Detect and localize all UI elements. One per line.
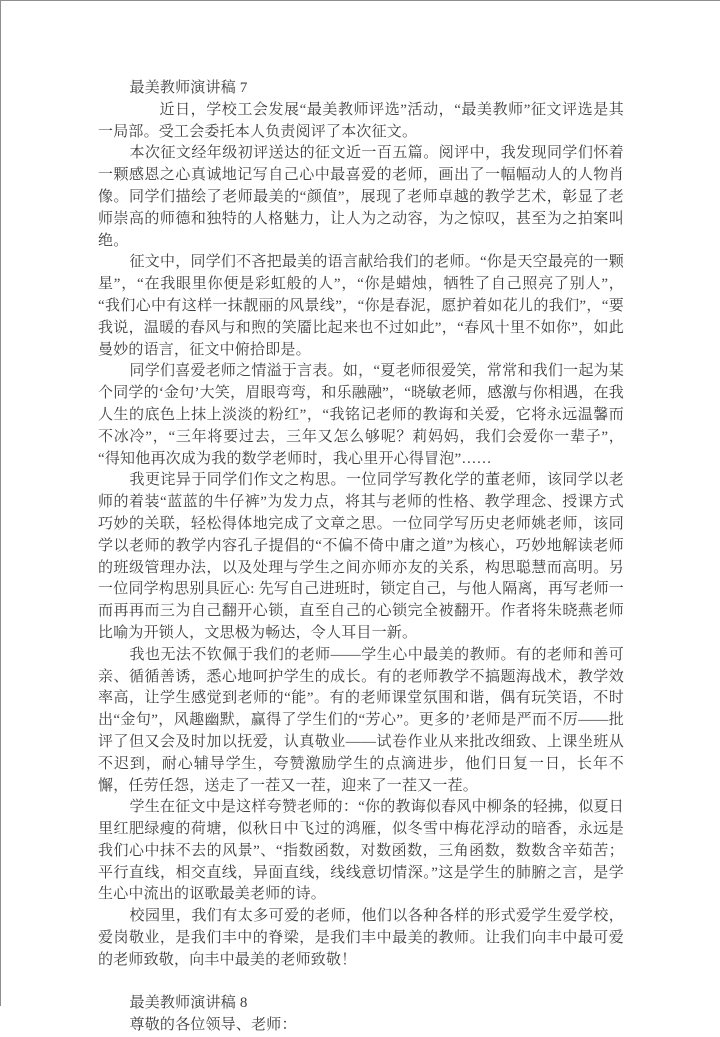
- paragraph: 我也无法不钦佩于我们的老师——学生心中最美的教师。有的老师和善可亲、循循善诱，悉心地呵护学生的成长。有的老师教学不搞题海战术，教学效率高，让学生感觉到老师的“能”。有的老师课堂氛围和谐，偶有玩笑语，不时出“金句”，风趣幽默，赢得了学生们的“芳心”。更多的’老师是严而不厉——批评了但又会及时加以抚爱，认真敬业——试卷作业从来批改细致、上课坐班从不迟到，耐心辅导学生，夸赞激励学生的点滴进步，他们日复一日，长年不懈，任劳任怨，送走了一茬又一茬，迎来了一茬又一茬。: [98, 646, 624, 794]
- page-top-border: [0, 0, 720, 1]
- paragraph: 学生在征文中是这样夸赞老师的：“你的教诲似春风中柳条的轻拂，似夏日里红肥绿瘦的荷塘，似秋日中飞过的鸿雁，似冬雪中梅花浮动的暗香，永远是我们心中抹不去的风景”、“指数函数，对数函数，三角函数，数数含辛茹苦；平行直线，相交直线，异面直线，线线意切情深。”这是学生的肺腑之言，是学生心中流出的讴歌最美老师的诗。: [98, 799, 624, 903]
- salutation: 尊敬的各位领导、老师：: [129, 1017, 297, 1034]
- paragraph: 我更诧异于同学们作文之构思。一位同学写教化学的董老师，该同学以老师的着装“蓝蓝的牛仔裤”为发力点，将其与老师的性格、教学理念、授课方式巧妙的关联，轻松得体地完成了文章之思。一位同学写历史老师姚老师，该同学以老师的教学内容孔子提倡的“不偏不倚中庸之道”为核心，巧妙地解读老师的班级管理办法，以及处理与学生之间亦师亦友的关系，构思聪慧而高明。另一位同学构思别具匠心: 先写自己进班时，锁定自己，与他人隔离，再写老师一而再再而三为自己翻开心锁，直至自己的心锁完全被翻开。作者将朱晓燕老师比喻为开锁人，文思极为畅达，令人耳目一新。: [98, 472, 624, 641]
- section-heading-7: 最美教师演讲稿 7: [129, 80, 248, 96]
- paragraph: 近日，学校工会发展“最美教师评选”活动，“最美教师”征文评选是其一局部。受工会委托本人负责阅评了本次征文。: [98, 101, 624, 140]
- paragraph: 同学们喜爱老师之情溢于言表。如，“夏老师很爱笑，常常和我们一起为某个同学的‘金句’大笑，眉眼弯弯，和乐融融”，“晓敏老师，感激与你相遇，在我人生的底色上抹上淡淡的粉红”，“我铭记老师的教诲和关爱，它将永远温馨而不冰冷”，“三年将要过去，三年又怎么够呢？莉妈妈，我们会爱你一辈子”，“得知他再次成为我的数学老师时，我心里开心得冒泡”……: [98, 363, 624, 467]
- page-left-border: [0, 0, 1, 1006]
- paragraph: 校园里，我们有太多可爱的老师，他们以各种各样的形式爱学生爱学校，爱岗敬业，是我们丰中的脊梁，是我们丰中最美的教师。让我们向丰中最可爱的老师致敬，向丰中最美的老师致敬！: [98, 908, 624, 968]
- paragraph: 本次征文经年级初评送达的征文近一百五篇。阅评中，我发现同学们怀着一颗感恩之心真诚地记写自己心中最喜爱的老师，画出了一幅幅动人的人物肖像。同学们描绘了老师最美的“颜值”，展现了老师卓越的教学艺术，彰显了老师崇高的师德和独特的人格魅力，让人为之动容，为之惊叹，甚至为之拍案叫绝。: [98, 145, 624, 249]
- blank-line: [98, 972, 624, 994]
- paragraph: 征文中，同学们不吝把最美的语言献给我们的老师。“你是天空最亮的一颗星”，“在我眼里你便是彩虹般的人”，“你是蜡烛，牺牲了自己照亮了别人”，“我们心中有这样一抹靓丽的风景线”，“你是春泥，愿护着如花儿的我们”，“要我说，温暖的春风与和煦的笑靥比起来也不过如此”，“春风十里不如你”，如此曼妙的语言，征文中俯拾即是。: [98, 254, 624, 358]
- document-body: [98, 78, 624, 1037]
- section-heading-8: 最美教师演讲稿 8: [129, 995, 248, 1012]
